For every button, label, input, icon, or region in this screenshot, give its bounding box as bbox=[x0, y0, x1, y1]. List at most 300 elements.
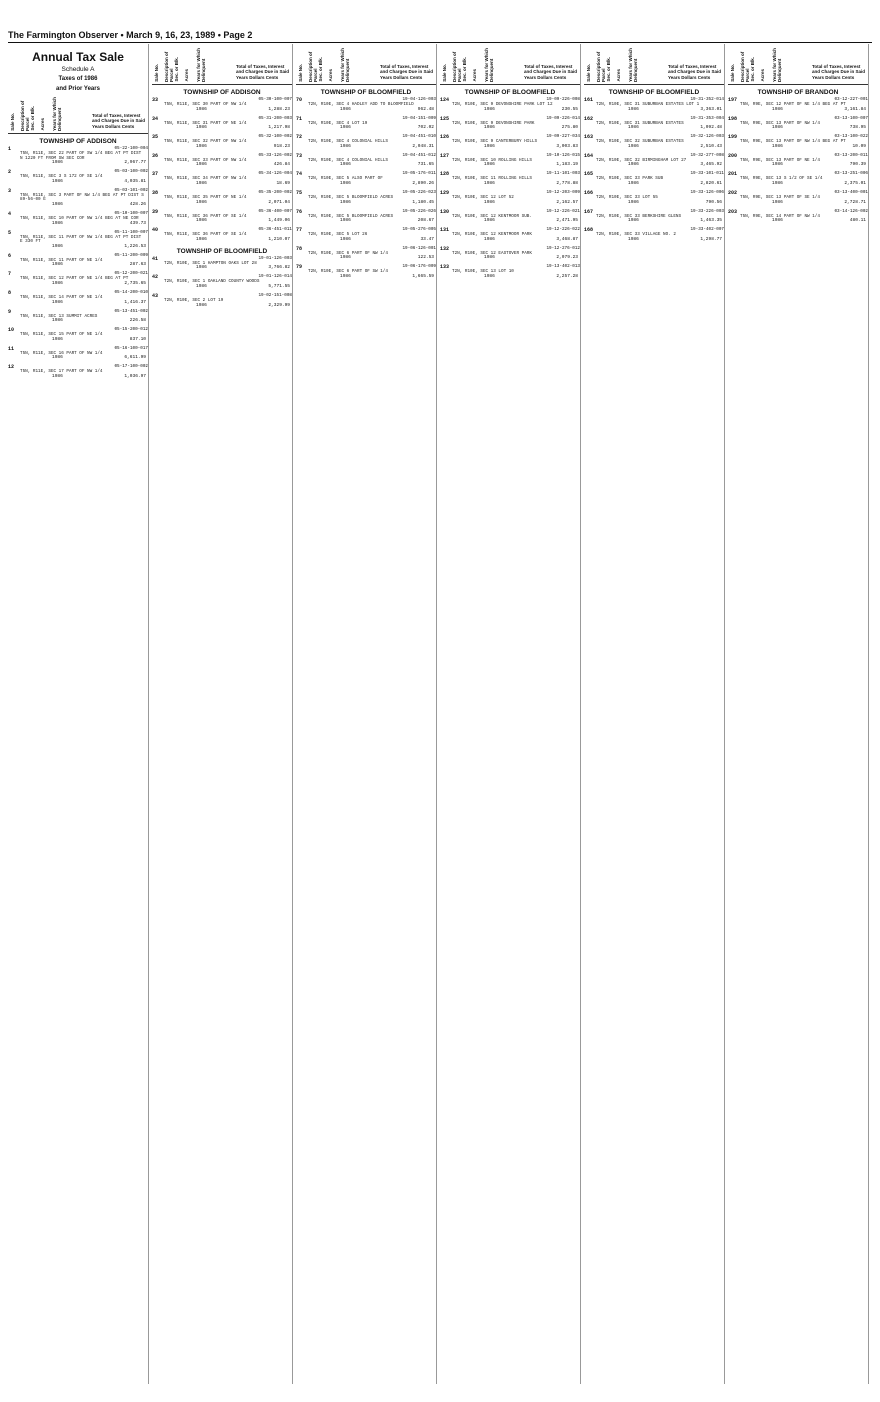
sale-number: 4 bbox=[8, 210, 12, 217]
amount-due: 428.26 bbox=[129, 201, 146, 207]
column-header bbox=[584, 44, 724, 85]
tax-entry bbox=[584, 135, 724, 151]
delinquent-year: 1986 bbox=[628, 106, 639, 112]
parcel-number: 19-09-226-014 bbox=[546, 115, 580, 121]
tax-entry bbox=[440, 265, 580, 281]
sale-number: 73 bbox=[296, 152, 303, 159]
delinquent-year: 1986 bbox=[628, 143, 639, 149]
parcel-description: T2N, R10E, SEC 11 ROLLING HILLS bbox=[452, 176, 532, 182]
parcel-description: T2N, R10E, SEC 12 EASTOVER PARK bbox=[452, 250, 532, 256]
parcel-number: 19-12-226-021 bbox=[546, 208, 580, 214]
amount-due: 1,217.98 bbox=[268, 125, 290, 131]
header-acres: Acres bbox=[184, 69, 189, 82]
parcel-description: T2N, R10E, SEC 2 LOT 19 bbox=[164, 297, 224, 303]
parcel-description: T5N, R9E, SEC 12 PART OF NE 1/4 BEG AT PT bbox=[740, 102, 846, 107]
delinquent-year: 1986 bbox=[52, 280, 63, 286]
parcel-description: T5N, R11E, SEC 22 PART OF SW 1/4 BEG AT PT DIST N 1220 FT FROM SW SEC COR bbox=[20, 151, 142, 161]
amount-due: 2,890.26 bbox=[412, 180, 434, 186]
header-total: Total of Taxes, Interest and Charges Due in Said Years Dollars Cents bbox=[380, 63, 434, 80]
amount-row bbox=[296, 126, 436, 132]
amount-row bbox=[152, 304, 292, 310]
tax-entry bbox=[440, 228, 580, 244]
delinquent-year: 1986 bbox=[484, 218, 495, 224]
delinquent-year: 1986 bbox=[196, 162, 207, 168]
parcel-number: 05-11-100-007 bbox=[114, 229, 148, 235]
amount-due: 6,611.99 bbox=[124, 355, 146, 361]
tax-entry bbox=[440, 117, 580, 133]
amount-due: 2,967.77 bbox=[124, 160, 146, 166]
township-heading: TOWNSHIP OF ADDISON bbox=[183, 89, 261, 96]
amount-due: 439.73 bbox=[129, 220, 146, 226]
delinquent-year: 1986 bbox=[196, 283, 207, 289]
delinquent-year: 1986 bbox=[52, 262, 63, 268]
amount-due: 2,257.28 bbox=[556, 273, 578, 279]
amount-row bbox=[728, 163, 868, 169]
amount-due: 2,778.88 bbox=[556, 180, 578, 186]
parcel-number: 05-36-400-007 bbox=[258, 208, 292, 214]
parcel-number: 19-31-352-014 bbox=[690, 97, 724, 102]
amount-row bbox=[584, 201, 724, 207]
delinquent-year: 1986 bbox=[196, 302, 207, 308]
parcel-number: 05-13-451-002 bbox=[114, 308, 148, 314]
amount-due: 3,766.82 bbox=[268, 265, 290, 271]
parcel-number: 05-36-451-011 bbox=[258, 227, 292, 233]
amount-row bbox=[584, 219, 724, 225]
parcel-number: 19-33-101-011 bbox=[690, 171, 724, 177]
header-section: Sec. or Blk. bbox=[606, 57, 611, 82]
amount-row bbox=[8, 263, 148, 269]
amount-due: 837.10 bbox=[129, 336, 146, 342]
sale-number: 79 bbox=[296, 264, 303, 271]
parcel-number: 03-14-126-002 bbox=[834, 208, 868, 214]
amount-due: 10.09 bbox=[852, 143, 866, 149]
sale-number: 76 bbox=[296, 208, 303, 215]
sale-number: 42 bbox=[152, 274, 159, 281]
parcel-number: 19-10-126-015 bbox=[546, 152, 580, 158]
parcel-number: 05-11-200-009 bbox=[114, 252, 148, 258]
sale-number: 78 bbox=[296, 245, 303, 252]
tax-column bbox=[152, 44, 293, 1384]
header-sale-no: Sale No. bbox=[10, 113, 15, 131]
delinquent-year: 1986 bbox=[628, 180, 639, 186]
delinquent-year: 1986 bbox=[340, 125, 351, 131]
header-section: Sec. or Blk. bbox=[318, 57, 323, 82]
parcel-description: T2N, R10E, SEC 33 VILLAGE NO. 2 bbox=[596, 232, 676, 238]
amount-row bbox=[8, 245, 148, 251]
parcel-number: 03-13-100-022 bbox=[834, 134, 868, 140]
amount-row bbox=[8, 301, 148, 307]
sale-number: 168 bbox=[584, 227, 594, 234]
delinquent-year: 1986 bbox=[772, 180, 783, 186]
delinquent-year: 1986 bbox=[52, 299, 63, 305]
amount-row bbox=[152, 266, 292, 272]
header-sale-no: Sale No. bbox=[298, 64, 303, 82]
amount-row bbox=[296, 108, 436, 114]
amount-row bbox=[8, 319, 148, 325]
delinquent-year: 1986 bbox=[52, 355, 63, 361]
amount-row bbox=[152, 182, 292, 188]
delinquent-year: 1986 bbox=[340, 199, 351, 205]
delinquent-year: 1986 bbox=[340, 236, 351, 242]
amount-due: 1,449.06 bbox=[268, 218, 290, 224]
amount-due: 3,363.01 bbox=[700, 106, 722, 112]
delinquent-year: 1986 bbox=[52, 201, 63, 207]
amount-due: 3,468.87 bbox=[556, 236, 578, 242]
amount-due: 2,071.04 bbox=[268, 199, 290, 205]
delinquent-year: 1986 bbox=[484, 180, 495, 186]
tax-entry bbox=[296, 210, 436, 226]
amount-row bbox=[440, 108, 580, 114]
tax-entry bbox=[728, 210, 868, 226]
sale-number: 8 bbox=[8, 289, 12, 296]
sale-number: 38 bbox=[152, 189, 159, 196]
header-description: Description of Parcel bbox=[596, 51, 606, 82]
tax-entry bbox=[8, 189, 148, 209]
amount-row bbox=[584, 145, 724, 151]
parcel-description: T5N, R11E, SEC 3 PART OF NW 1/4 BEG AT PT DIST S 89-56-00 E bbox=[20, 192, 144, 203]
tax-sale-page bbox=[8, 44, 872, 1390]
sale-number: 33 bbox=[152, 97, 159, 103]
amount-row bbox=[152, 238, 292, 244]
amount-due: 230.55 bbox=[561, 106, 578, 112]
parcel-number: 05-10-100-007 bbox=[114, 210, 148, 216]
delinquent-year: 1986 bbox=[628, 162, 639, 168]
parcel-description: T5N, R11E, SEC 30 PART OF NW 1/4 bbox=[164, 102, 247, 107]
header-description: Description of Parcel bbox=[740, 51, 750, 82]
sale-number: 43 bbox=[152, 292, 159, 299]
header-total: Total of Taxes, Interest and Charges Due in Said Years Dollars Cents bbox=[524, 63, 578, 80]
amount-due: 2,820.61 bbox=[700, 180, 722, 186]
sale-number: 125 bbox=[440, 115, 450, 122]
delinquent-year: 1986 bbox=[196, 265, 207, 271]
amount-row bbox=[296, 219, 436, 225]
sale-number: 77 bbox=[296, 227, 303, 234]
header-description: Description of Parcel bbox=[452, 51, 462, 82]
tax-entry bbox=[8, 310, 148, 326]
header-section: Sec. or Blk. bbox=[174, 57, 179, 82]
amount-due: 1,463.35 bbox=[700, 218, 722, 224]
tax-entry bbox=[8, 328, 148, 344]
header-years: Years for Which Delinquent bbox=[196, 47, 206, 82]
tax-entry bbox=[440, 154, 580, 170]
delinquent-year: 1986 bbox=[52, 178, 63, 184]
parcel-number: 19-04-451-012 bbox=[402, 152, 436, 158]
parcel-description: T2N, R10E, SEC 33 LOT 55 bbox=[596, 194, 658, 200]
delinquent-year: 1986 bbox=[196, 106, 207, 112]
tax-entry bbox=[8, 347, 148, 363]
amount-due: 1,416.37 bbox=[124, 299, 146, 305]
delinquent-year: 1986 bbox=[196, 143, 207, 149]
amount-due: 2,162.57 bbox=[556, 199, 578, 205]
tax-entry bbox=[296, 228, 436, 244]
header-total: Total of Taxes, Interest and Charges Due in Said Years Dollars Cents bbox=[812, 63, 866, 80]
parcel-description: T2N, R10E, SEC 4 COLONIAL HILLS bbox=[308, 157, 388, 163]
parcel-number: 19-33-226-003 bbox=[690, 208, 724, 214]
tax-entry bbox=[728, 191, 868, 207]
amount-due: 275.80 bbox=[561, 125, 578, 131]
header-sale-no: Sale No. bbox=[154, 64, 159, 82]
header-section: Sec. or Blk. bbox=[30, 106, 35, 131]
amount-due: 2,329.99 bbox=[268, 302, 290, 308]
parcel-description: T5N, R11E, SEC 12 PART OF NE 1/4 BEG AT PT bbox=[20, 276, 129, 282]
delinquent-year: 1986 bbox=[196, 236, 207, 242]
tax-entry bbox=[152, 172, 292, 188]
parcel-description: T2N, R10E, SEC 33 PARK SUB bbox=[596, 176, 664, 182]
tax-entry bbox=[296, 154, 436, 170]
township-heading: TOWNSHIP OF BLOOMFIELD bbox=[320, 89, 412, 96]
amount-due: 2,471.95 bbox=[556, 218, 578, 224]
sale-number: 124 bbox=[440, 97, 450, 103]
amount-due: 1,226.53 bbox=[124, 243, 146, 249]
parcel-description: T2N, R10E, SEC 6 PART OF SW 1/4 bbox=[308, 269, 388, 275]
delinquent-year: 1986 bbox=[772, 199, 783, 205]
tax-entry bbox=[8, 170, 148, 186]
amount-row bbox=[296, 145, 436, 151]
delinquent-year: 1986 bbox=[628, 125, 639, 131]
amount-row bbox=[152, 126, 292, 132]
parcel-number: 05-30-100-007 bbox=[258, 97, 292, 102]
tax-entry bbox=[584, 191, 724, 207]
sale-number: 130 bbox=[440, 208, 450, 215]
tax-column bbox=[584, 44, 725, 1384]
parcel-description: T5N, R11E, SEC 32 PART OF NW 1/4 bbox=[164, 139, 247, 145]
header-acres: Acres bbox=[760, 69, 765, 82]
amount-due: 1,092.48 bbox=[700, 125, 722, 131]
sale-number: 198 bbox=[728, 115, 738, 122]
parcel-number: 19-31-353-004 bbox=[690, 115, 724, 121]
tax-entry bbox=[8, 231, 148, 251]
delinquent-year: 1986 bbox=[772, 106, 783, 112]
tax-entry bbox=[440, 135, 580, 151]
parcel-number: 19-02-151-008 bbox=[258, 292, 292, 298]
amount-due: 4,035.81 bbox=[124, 178, 146, 184]
parcel-description: T5N, R11E, SEC 36 PART OF SE 1/4 bbox=[164, 232, 247, 238]
tax-entry bbox=[152, 191, 292, 207]
amount-due: 2,079.23 bbox=[556, 255, 578, 261]
amount-due: 33.47 bbox=[420, 236, 434, 242]
tax-entry bbox=[152, 275, 292, 291]
amount-row bbox=[296, 182, 436, 188]
sale-number: 37 bbox=[152, 171, 159, 178]
parcel-number: 19-12-226-022 bbox=[546, 227, 580, 233]
tax-entry bbox=[728, 135, 868, 151]
parcel-description: T5N, R11E, SEC 3 S 172 OF SE 1/4 bbox=[20, 174, 103, 180]
parcel-number: 05-14-200-010 bbox=[114, 289, 148, 295]
amount-row bbox=[8, 338, 148, 344]
amount-row bbox=[8, 356, 148, 362]
header-section: Sec. or Blk. bbox=[462, 57, 467, 82]
parcel-description: T2N, R10E, SEC 12 KENTMOOR SUB. bbox=[452, 213, 532, 219]
parcel-description: T5N, R9E, SEC 13 PART OF NW 1/4 BEG AT PT bbox=[740, 139, 846, 145]
parcel-number: 19-04-451-010 bbox=[402, 134, 436, 140]
parcel-description: T5N, R11E, SEC 13 SUMMIT ACRES bbox=[20, 313, 98, 319]
title-block bbox=[8, 44, 148, 93]
delinquent-year: 1986 bbox=[340, 255, 351, 261]
delinquent-year: 1986 bbox=[628, 236, 639, 242]
amount-row bbox=[440, 219, 580, 225]
parcel-description: T2N, R10E, SEC 4 COLONIAL HILLS bbox=[308, 139, 388, 145]
sale-number: 71 bbox=[296, 115, 303, 122]
tax-entry bbox=[296, 117, 436, 133]
sale-number: 72 bbox=[296, 134, 303, 141]
header-years: Years for Which Delinquent bbox=[628, 47, 638, 82]
column-header bbox=[440, 44, 580, 85]
sale-number: 1 bbox=[8, 146, 12, 152]
delinquent-year: 1986 bbox=[628, 218, 639, 224]
amount-row bbox=[440, 145, 580, 151]
delinquent-year: 1986 bbox=[196, 199, 207, 205]
parcel-number: 19-06-176-009 bbox=[402, 264, 436, 270]
sale-number: 200 bbox=[728, 152, 738, 159]
delinquent-year: 1986 bbox=[340, 218, 351, 224]
parcel-description: T2N, R10E, SEC 9 DEVONSHIRE PARK bbox=[452, 120, 535, 126]
amount-due: 5,771.55 bbox=[268, 283, 290, 289]
tax-entry bbox=[8, 254, 148, 270]
amount-row bbox=[152, 219, 292, 225]
parcel-number: 05-15-200-012 bbox=[114, 327, 148, 333]
tax-entry bbox=[152, 210, 292, 226]
amount-due: 731.65 bbox=[417, 162, 434, 168]
header-years: Years for Which Delinquent bbox=[484, 47, 494, 82]
delinquent-year: 1986 bbox=[196, 218, 207, 224]
tax-entry bbox=[296, 191, 436, 207]
parcel-description: T5N, R11E, SEC 11 PART OF NE 1/4 bbox=[20, 257, 103, 263]
parcel-number: 19-33-126-006 bbox=[690, 189, 724, 195]
sale-number: 131 bbox=[440, 227, 450, 234]
tax-entry bbox=[296, 265, 436, 281]
parcel-number: 19-04-126-003 bbox=[402, 97, 436, 102]
amount-row bbox=[440, 201, 580, 207]
header-acres: Acres bbox=[472, 69, 477, 82]
delinquent-year: 1986 bbox=[484, 199, 495, 205]
header-years: Years for Which Delinquent bbox=[772, 47, 782, 82]
sale-number: 6 bbox=[8, 252, 12, 259]
sale-number: 126 bbox=[440, 134, 450, 141]
sale-number: 161 bbox=[584, 97, 594, 103]
sale-number: 203 bbox=[728, 208, 738, 215]
parcel-description: T2N, R10E, SEC 4 HADLEY ADD TO BLOOMFIELD bbox=[308, 102, 414, 107]
amount-row bbox=[440, 275, 580, 281]
sale-number: 202 bbox=[728, 189, 738, 196]
header-acres: Acres bbox=[328, 69, 333, 82]
sale-number: 9 bbox=[8, 308, 12, 315]
delinquent-year: 1986 bbox=[484, 236, 495, 242]
delinquent-year: 1986 bbox=[52, 243, 63, 249]
amount-due: 1,665.59 bbox=[412, 273, 434, 279]
sale-number: 163 bbox=[584, 134, 594, 141]
parcel-description: T5N, R11E, SEC 31 PART OF NE 1/4 bbox=[164, 120, 247, 126]
sale-number: 10 bbox=[8, 327, 15, 334]
parcel-description: T5N, R11E, SEC 34 PART OF NW 1/4 bbox=[164, 176, 247, 182]
tax-entry bbox=[584, 98, 724, 114]
amount-row bbox=[8, 282, 148, 288]
parcel-description: T5N, R11E, SEC 35 PART OF NE 1/4 bbox=[164, 194, 247, 200]
parcel-number: 19-01-126-003 bbox=[258, 255, 292, 261]
parcel-description: T5N, R11E, SEC 16 PART OF NW 1/4 bbox=[20, 350, 103, 356]
sale-number: 2 bbox=[8, 169, 12, 176]
amount-row bbox=[8, 222, 148, 228]
tax-entry bbox=[296, 98, 436, 114]
parcel-number: 05-17-100-002 bbox=[114, 364, 148, 370]
header-total: Total of Taxes, Interest and Charges Due in Said Years Dollars Cents bbox=[236, 63, 290, 80]
header-description: Description of Parcel bbox=[20, 100, 30, 131]
header-acres: Acres bbox=[40, 118, 45, 131]
parcel-number: 19-13-402-013 bbox=[546, 264, 580, 270]
amount-row bbox=[296, 275, 436, 281]
sale-number: 75 bbox=[296, 189, 303, 196]
tax-entry bbox=[584, 117, 724, 133]
amount-row bbox=[296, 256, 436, 262]
parcel-description: T5N, R11E, SEC 36 PART OF SE 1/4 bbox=[164, 213, 247, 219]
amount-due: 3,003.83 bbox=[556, 143, 578, 149]
tax-entry bbox=[440, 172, 580, 188]
amount-due: 226.58 bbox=[129, 318, 146, 324]
amount-due: 918.23 bbox=[273, 143, 290, 149]
amount-due: 208.67 bbox=[417, 218, 434, 224]
delinquent-year: 1986 bbox=[772, 218, 783, 224]
parcel-number: 03-13-100-007 bbox=[834, 115, 868, 121]
parcel-description: T5N, R11E, SEC 33 PART OF NW 1/4 bbox=[164, 157, 247, 163]
parcel-description: T2N, R10E, SEC 10 ROLLING HILLS bbox=[452, 157, 532, 163]
tax-entry bbox=[728, 172, 868, 188]
tax-column bbox=[728, 44, 869, 1384]
header-description: Description of Parcel bbox=[164, 51, 174, 82]
sale-number: 41 bbox=[152, 255, 159, 262]
delinquent-year: 1986 bbox=[484, 106, 495, 112]
tax-entry bbox=[152, 257, 292, 273]
amount-row bbox=[728, 108, 868, 114]
amount-row bbox=[728, 126, 868, 132]
amount-due: 3,161.84 bbox=[844, 106, 866, 112]
years-line-1: Taxes of 1986 bbox=[58, 76, 98, 82]
delinquent-year: 1986 bbox=[484, 162, 495, 168]
parcel-description: T2N, R10E, SEC 31 SUBURBAN ESTATES LOT 1 bbox=[596, 102, 700, 107]
amount-row bbox=[8, 375, 148, 381]
amount-due: 426.84 bbox=[273, 162, 290, 168]
tax-entry bbox=[440, 247, 580, 263]
parcel-number: 03-13-400-001 bbox=[834, 189, 868, 195]
amount-row bbox=[152, 108, 292, 114]
parcel-description: T2N, R10E, SEC 4 LOT 19 bbox=[308, 120, 368, 126]
delinquent-year: 1986 bbox=[484, 125, 495, 131]
sale-number: 166 bbox=[584, 189, 594, 196]
sale-number: 129 bbox=[440, 189, 450, 196]
parcel-number: 05-03-100-002 bbox=[114, 169, 148, 175]
column-header bbox=[296, 44, 436, 85]
header-description: Description of Parcel bbox=[308, 51, 318, 82]
amount-row bbox=[440, 163, 580, 169]
parcel-description: T5N, R9E, SEC 13 S 1/2 OF SE 1/4 bbox=[740, 176, 823, 182]
header-years: Years for Which Delinquent bbox=[340, 47, 350, 82]
sale-number: 74 bbox=[296, 171, 303, 178]
sale-number: 7 bbox=[8, 271, 12, 278]
amount-row bbox=[728, 145, 868, 151]
parcel-description: T5N, R11E, SEC 17 PART OF NW 1/4 bbox=[20, 369, 103, 375]
sale-number: 164 bbox=[584, 152, 594, 159]
amount-due: 3,465.92 bbox=[700, 162, 722, 168]
amount-due: 2,735.65 bbox=[124, 280, 146, 286]
amount-row bbox=[728, 219, 868, 225]
parcel-number: 03-13-251-006 bbox=[834, 171, 868, 177]
tax-entry bbox=[152, 135, 292, 151]
sale-number: 40 bbox=[152, 227, 159, 234]
sale-number: 35 bbox=[152, 134, 159, 141]
tax-entry bbox=[440, 191, 580, 207]
amount-row bbox=[440, 238, 580, 244]
parcel-description: T5N, R9E, SEC 13 PART OF SE 1/4 bbox=[740, 194, 820, 200]
parcel-number: 19-05-226-026 bbox=[402, 208, 436, 214]
tax-entry bbox=[8, 365, 148, 381]
